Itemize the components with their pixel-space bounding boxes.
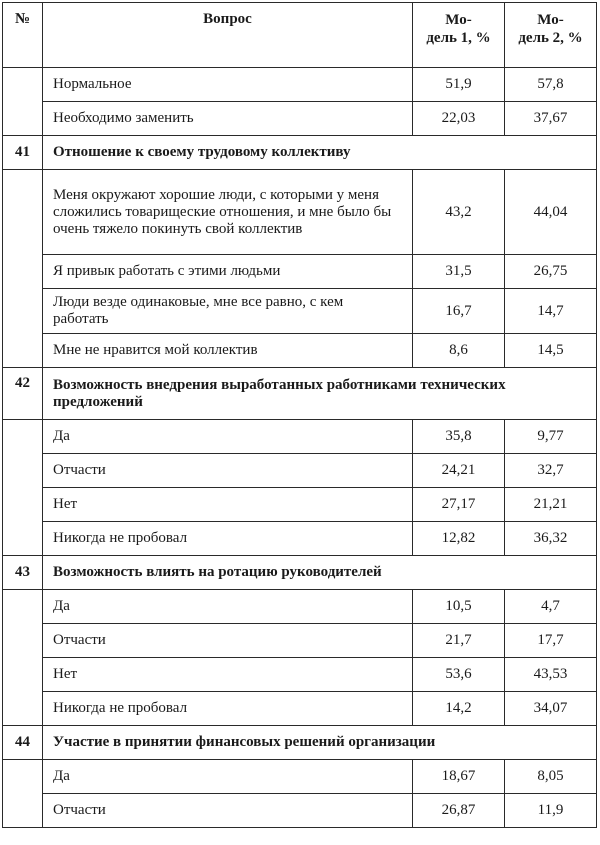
table-row xyxy=(3,170,597,255)
answer-label: Отчасти xyxy=(43,454,413,488)
table-row xyxy=(3,255,597,289)
table-row xyxy=(3,289,597,334)
section-row xyxy=(3,726,597,760)
model2-value: 34,07 xyxy=(505,692,597,726)
table-row xyxy=(3,334,597,368)
question-number: 42 xyxy=(3,368,43,420)
model2-value: 43,53 xyxy=(505,658,597,692)
model1-value: 21,7 xyxy=(413,624,505,658)
question-number: 41 xyxy=(3,136,43,170)
model1-value: 43,2 xyxy=(413,170,505,255)
model1-value: 14,2 xyxy=(413,692,505,726)
answer-label: Люди везде одинаковые, мне все равно, с кем работать xyxy=(43,289,413,334)
num-cell-empty xyxy=(3,760,43,828)
model2-value: 17,7 xyxy=(505,624,597,658)
table-header-row xyxy=(3,3,597,68)
table-row xyxy=(3,590,597,624)
answer-label: Нет xyxy=(43,658,413,692)
answer-label: Нормальное xyxy=(43,68,413,102)
model1-value: 18,67 xyxy=(413,760,505,794)
header-num: № xyxy=(3,3,43,68)
model1-value: 27,17 xyxy=(413,488,505,522)
question-title: Возможность влиять на ротацию руководителей xyxy=(43,556,597,590)
model1-value: 10,5 xyxy=(413,590,505,624)
table-row xyxy=(3,760,597,794)
model2-value: 37,67 xyxy=(505,102,597,136)
model2-value: 36,32 xyxy=(505,522,597,556)
model2-value: 14,5 xyxy=(505,334,597,368)
model1-value: 35,8 xyxy=(413,420,505,454)
model2-value: 14,7 xyxy=(505,289,597,334)
table-row xyxy=(3,488,597,522)
header-model2-text: Мо- дель 2, % xyxy=(518,12,583,46)
model2-value: 57,8 xyxy=(505,68,597,102)
model1-value: 53,6 xyxy=(413,658,505,692)
answer-label: Да xyxy=(43,760,413,794)
answer-label: Нет xyxy=(43,488,413,522)
table-row xyxy=(3,522,597,556)
model2-value: 4,7 xyxy=(505,590,597,624)
num-cell-empty xyxy=(3,590,43,726)
table-row xyxy=(3,454,597,488)
question-title: Возможность внедрения выработанных работниками технических предложений xyxy=(43,368,597,420)
answer-label: Никогда не пробовал xyxy=(43,522,413,556)
answer-label: Да xyxy=(43,420,413,454)
model1-value: 8,6 xyxy=(413,334,505,368)
header-model1 xyxy=(413,3,505,68)
section-row xyxy=(3,136,597,170)
table-row xyxy=(3,794,597,828)
header-question: Вопрос xyxy=(43,3,413,68)
survey-table xyxy=(2,2,597,828)
table-row xyxy=(3,624,597,658)
question-title: Участие в принятии финансовых решений организации xyxy=(43,726,597,760)
answer-label: Я привык работать с этими людьми xyxy=(43,255,413,289)
answer-label: Отчасти xyxy=(43,624,413,658)
section-row xyxy=(3,556,597,590)
num-cell-empty xyxy=(3,68,43,136)
model2-value: 9,77 xyxy=(505,420,597,454)
model2-value: 21,21 xyxy=(505,488,597,522)
answer-label: Мне не нравится мой коллектив xyxy=(43,334,413,368)
model2-value: 26,75 xyxy=(505,255,597,289)
header-model2 xyxy=(505,3,597,68)
model1-value: 24,21 xyxy=(413,454,505,488)
header-model1-text: Мо- дель 1, % xyxy=(426,12,491,46)
num-cell-empty xyxy=(3,170,43,368)
model1-value: 16,7 xyxy=(413,289,505,334)
answer-label: Отчасти xyxy=(43,794,413,828)
table-row xyxy=(3,420,597,454)
model2-value: 8,05 xyxy=(505,760,597,794)
answer-label: Никогда не пробовал xyxy=(43,692,413,726)
table-row xyxy=(3,68,597,102)
question-number: 44 xyxy=(3,726,43,760)
model1-value: 26,87 xyxy=(413,794,505,828)
question-title: Отношение к своему трудовому коллективу xyxy=(43,136,597,170)
model1-value: 12,82 xyxy=(413,522,505,556)
answer-label: Меня окружают хорошие люди, с которыми у меня сложились товарищеские отношения, и мне было бы очень тяжело покинуть свой коллектив xyxy=(43,170,413,255)
model1-value: 31,5 xyxy=(413,255,505,289)
table-row xyxy=(3,658,597,692)
model1-value: 51,9 xyxy=(413,68,505,102)
model2-value: 44,04 xyxy=(505,170,597,255)
section-row xyxy=(3,368,597,420)
model2-value: 32,7 xyxy=(505,454,597,488)
table-row xyxy=(3,692,597,726)
model1-value: 22,03 xyxy=(413,102,505,136)
answer-label: Необходимо заменить xyxy=(43,102,413,136)
question-number: 43 xyxy=(3,556,43,590)
table-row xyxy=(3,102,597,136)
answer-label: Да xyxy=(43,590,413,624)
num-cell-empty xyxy=(3,420,43,556)
model2-value: 11,9 xyxy=(505,794,597,828)
